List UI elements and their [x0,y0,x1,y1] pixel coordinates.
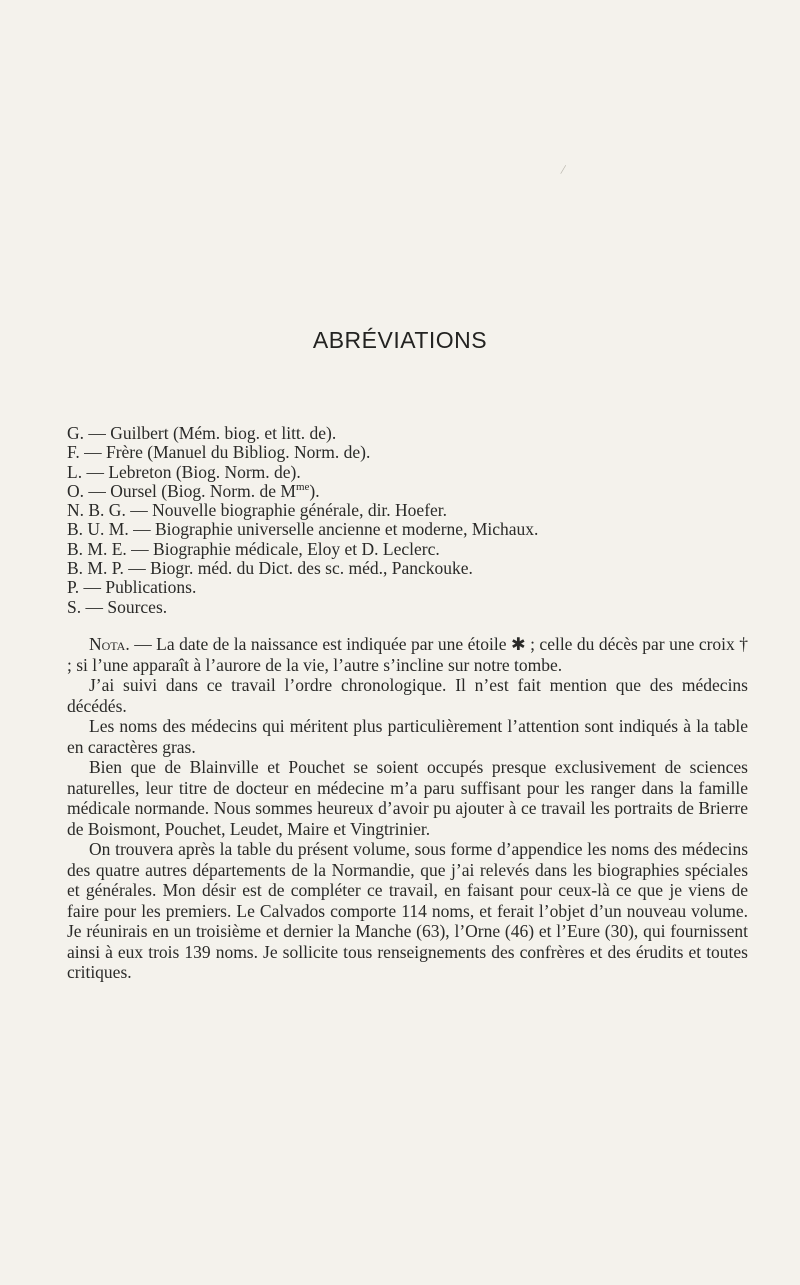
abbreviation-entry-text: O. — Oursel (Biog. Norm. de M [67,480,296,501]
abbreviations-list [67,424,747,617]
nota-paragraph: Bien que de Blainville et Pouchet se soient occupés presque exclusivement de sciences naturelles, leur titre de docteur en médecine m’a paru suffisant pour les ranger dans la famille médicale normande. Nous sommes heureux d’avoir pu ajouter à ce travail les portraits de Brierre de Boismont, Pouchet, Leudet, Maire et Vingtrinier. [67,757,748,839]
nota-label: Nota. [89,634,130,654]
nota-paragraph [67,634,748,675]
nota-paragraph: J’ai suivi dans ce travail l’ordre chronologique. Il n’est fait mention que des médecins décédés. [67,675,748,716]
abbreviation-superscript: me [295,481,310,494]
nota-section [67,634,748,983]
abbreviation-entry-text: ). [309,480,320,501]
abbreviation-entry: L. — Lebreton (Biog. Norm. de). [67,461,301,482]
abbreviation-entry: B. U. M. — Biographie universelle ancienne et moderne, Michaux. [67,519,539,540]
nota-paragraph: Les noms des médecins qui méritent plus particulièrement l’attention sont indiqués à la table en caractères gras. [67,716,748,757]
abbreviation-entry: B. M. P. — Biogr. méd. du Dict. des sc. méd., Panckouke. [67,558,473,579]
abbreviation-entry [67,482,747,501]
abbreviation-entry: N. B. G. — Nouvelle biographie générale, dir. Hoefer. [67,500,448,521]
abbreviation-entry: G. — Guilbert (Mém. biog. et litt. de). [67,423,337,443]
nota-text: — La date de la naissance est indiquée par une étoile ✱ ; celle du décès par une croix † ; si l’une apparaît à l’aurore de la vie, l’autre s’incline sur notre tombe. [67,634,748,675]
abbreviation-entry: P. — Publications. [67,577,197,598]
stray-pencil-mark: / [559,162,567,179]
page-title: ABRÉVIATIONS [312,327,488,353]
abbreviation-entry: F. — Frère (Manuel du Bibliog. Norm. de). [67,442,371,463]
abbreviation-entry: B. M. E. — Biographie médicale, Eloy et D. Leclerc. [67,538,440,559]
nota-paragraph: On trouvera après la table du présent volume, sous forme d’appendice les noms des médecins des quatre autres départements de la Normandie, que j’ai relevés dans les biographies spéciales et générales. Mon désir est de compléter ce travail, en faisant pour ceux-là ce que je viens de faire pour les premiers. Le Calvados comporte 114 noms, et ferait l’objet d’un nouveau volume. Je réunirais en un troisième et dernier la Manche (63), l’Orne (46) et l’Eure (30), qui fournissent ainsi à eux trois 139 noms. Je sollicite tous renseignements des confrères et des érudits et toutes critiques. [67,839,748,982]
abbreviation-entry: S. — Sources. [67,596,168,617]
